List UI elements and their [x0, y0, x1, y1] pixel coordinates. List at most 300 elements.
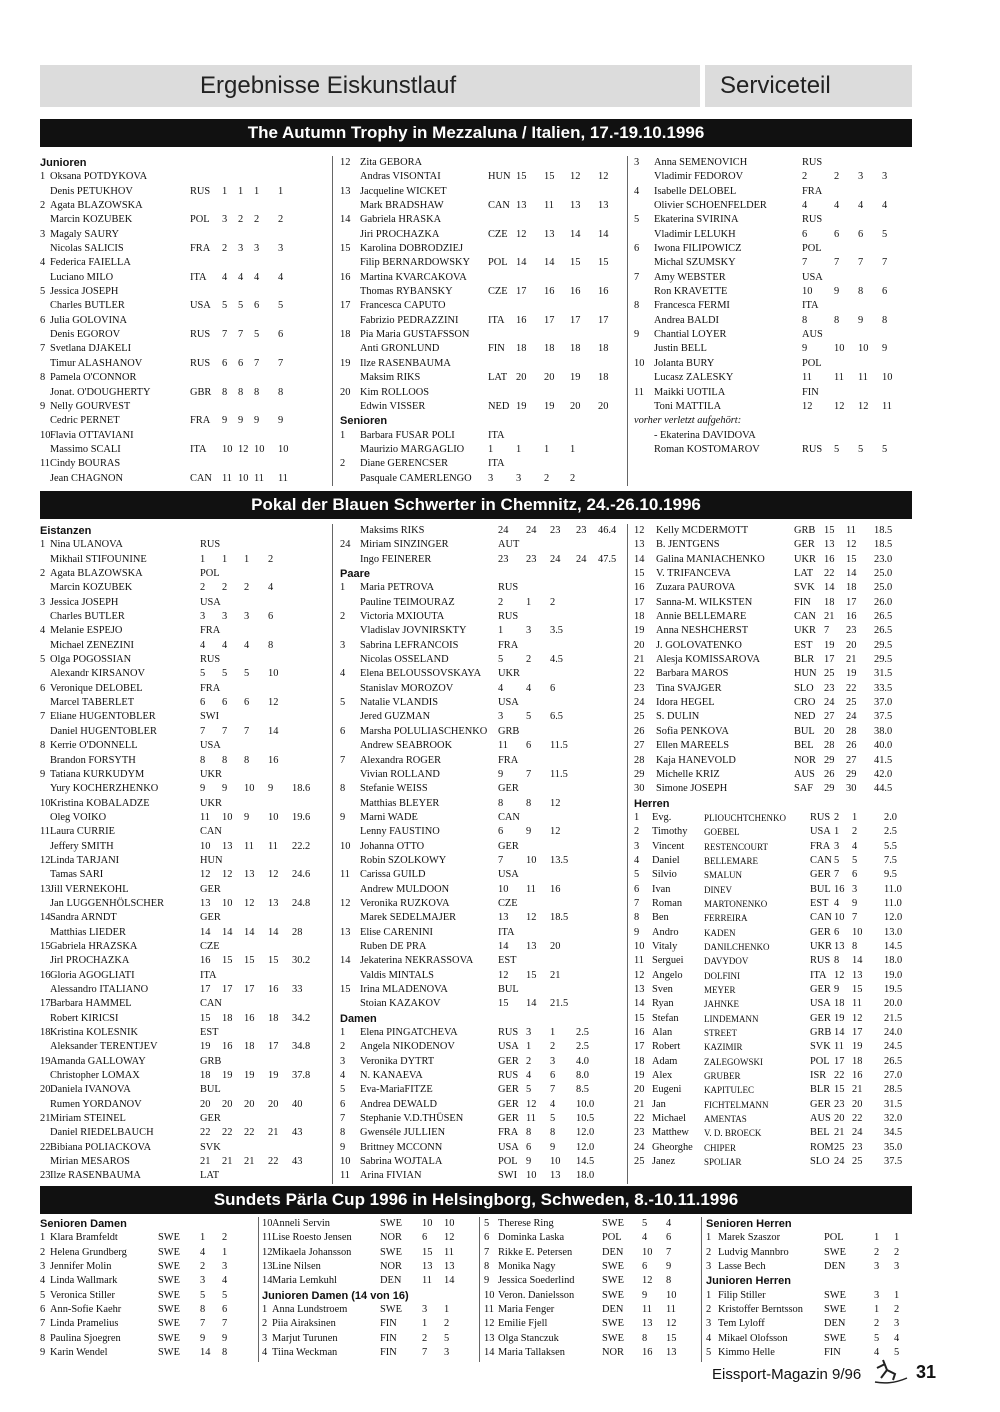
result-cell: 24	[526, 525, 537, 536]
result-cell: 26	[824, 768, 835, 780]
result-row	[340, 1126, 625, 1140]
placement: 23	[634, 1127, 645, 1139]
result-cell: 13	[824, 539, 835, 551]
result-cell: 9	[852, 897, 858, 909]
result-cell: 12	[550, 797, 561, 809]
result-cell: 13	[268, 897, 279, 909]
result-cell: 5	[858, 443, 864, 455]
result-row	[40, 825, 330, 839]
result-cell: 2	[874, 1246, 880, 1258]
skater-name: Kim ROLLOOS	[360, 386, 429, 398]
sundets-parla-column-3	[484, 1217, 699, 1360]
result-row	[40, 954, 330, 968]
result-cell: GRB	[794, 525, 816, 536]
result-cell: ITA	[190, 271, 207, 283]
result-cell: 5	[244, 668, 250, 680]
skater-name: Jan	[652, 1098, 666, 1110]
result-cell: GER	[498, 840, 519, 852]
result-cell: 4	[882, 200, 888, 212]
result-cell: 23	[576, 525, 587, 536]
result-cell: POL	[802, 357, 822, 369]
placement: 6	[340, 1098, 346, 1110]
result-cell: 2	[444, 1318, 450, 1330]
result-cell: 1	[422, 1318, 428, 1330]
skater-name: Stoian KAZAKOV	[360, 998, 441, 1010]
result-cell: 3	[238, 243, 244, 255]
result-cell: 4	[278, 271, 284, 283]
result-cell: 10	[268, 668, 279, 680]
skater-name: Andras VISONTAI	[360, 171, 441, 183]
category-heading-label: Junioren Damen (14 von 16)	[262, 1289, 409, 1302]
result-cell: 3	[278, 243, 284, 255]
skater-name: Jonat. O'DOUGHERTY	[50, 386, 151, 398]
skater-name: Jessica Soederlind	[498, 1275, 575, 1287]
result-cell: MEYER	[704, 985, 736, 995]
skater-name: Gabriela HRASKA	[360, 214, 442, 226]
result-cell: 6	[526, 1141, 532, 1153]
skater-name: Filip BERNARDOWSKY	[360, 257, 470, 269]
result-cell: 12	[570, 171, 581, 183]
result-cell: SWE	[602, 1261, 624, 1273]
result-cell: EST	[794, 639, 813, 651]
result-row	[634, 897, 909, 911]
result-cell: 5	[874, 1332, 880, 1344]
result-cell: 18	[244, 1041, 255, 1053]
skater-name: Ryan	[652, 998, 674, 1010]
result-cell: SLO	[794, 682, 814, 694]
result-row	[634, 1126, 909, 1140]
result-row	[40, 256, 330, 270]
result-cell: 16	[846, 611, 857, 623]
skater-name: Tiina Weckman	[272, 1347, 338, 1359]
result-row	[634, 1098, 909, 1112]
result-cell: 11	[544, 200, 555, 212]
result-cell: 2	[852, 826, 858, 838]
result-row	[40, 997, 330, 1011]
placement: 24	[634, 697, 645, 709]
event-title-autumn-trophy: The Autumn Trophy in Mezzaluna / Italien, 17.-19.10.1996	[40, 119, 912, 147]
result-cell: 6	[244, 697, 250, 709]
column-divider	[332, 156, 333, 486]
result-cell: USA	[498, 869, 519, 881]
result-cell: 4	[268, 582, 274, 594]
result-cell: DEN	[824, 1261, 846, 1273]
result-cell: 16	[824, 553, 835, 565]
result-cell: 16	[852, 1070, 863, 1082]
result-cell: 5	[852, 854, 858, 866]
skater-name: Maksim RIKS	[360, 372, 421, 384]
category-heading	[40, 1217, 255, 1231]
result-cell: 15	[200, 1012, 211, 1024]
result-row	[40, 883, 330, 897]
result-cell: 1	[526, 596, 532, 608]
result-cell: 25	[824, 668, 835, 680]
result-row	[484, 1332, 699, 1346]
result-cell: 9	[882, 343, 888, 355]
placement: 9	[340, 811, 346, 823]
placement: 4	[262, 1347, 268, 1359]
result-cell: FIN	[380, 1332, 397, 1344]
skater-name: Eva-MariaFITZE	[360, 1084, 433, 1096]
placement: 8	[340, 783, 346, 795]
result-cell: ITA	[498, 926, 515, 938]
result-cell: BEL	[794, 740, 814, 752]
result-cell: 11	[498, 740, 509, 752]
placement: 16	[340, 271, 351, 283]
result-cell: 17	[846, 596, 857, 608]
skater-name: Ilze RASENBAUMA	[360, 357, 451, 369]
placement: 20	[634, 639, 645, 651]
result-cell: 30	[846, 783, 857, 795]
placement: 8	[40, 1332, 46, 1344]
result-cell: 8	[526, 1127, 532, 1139]
result-cell: 14	[268, 926, 279, 938]
result-cell: GER	[200, 912, 221, 924]
result-cell: FRA	[190, 415, 211, 427]
blauen-schwerter-column-3	[634, 524, 909, 1169]
result-cell: 10	[526, 854, 537, 866]
result-cell: 5	[278, 300, 284, 312]
skater-name: Toni MATTILA	[654, 400, 722, 412]
result-row	[484, 1303, 699, 1317]
result-cell: 17	[200, 984, 211, 995]
result-cell: 17	[544, 314, 555, 326]
result-cell: 16	[222, 1041, 233, 1053]
result-cell: 12	[222, 869, 233, 881]
result-cell: 12	[526, 912, 537, 924]
result-cell: BEL	[810, 1127, 830, 1139]
result-row	[484, 1217, 699, 1231]
placement: 13	[340, 926, 351, 938]
placement: 2	[40, 568, 46, 580]
event-title-sundets-parla: Sundets Pärla Cup 1996 in Helsingborg, Schweden, 8.-10.11.1996	[40, 1186, 912, 1214]
placement: 9	[340, 1141, 346, 1153]
skater-name: Jean CHAGNON	[50, 472, 124, 484]
column-divider	[332, 524, 333, 1184]
page-title: Ergebnisse Eiskunstlauf	[200, 72, 457, 99]
result-row	[634, 1155, 909, 1169]
result-row	[340, 797, 625, 811]
result-row	[40, 710, 330, 724]
result-cell: 12	[846, 539, 857, 551]
placement: 14	[262, 1275, 273, 1287]
result-cell: 8	[526, 797, 532, 809]
result-cell: EST	[200, 1027, 219, 1039]
result-cell: 40.0	[874, 740, 893, 752]
result-cell: 6	[550, 682, 556, 694]
placement: 11	[40, 826, 51, 838]
result-cell: GRB	[498, 725, 520, 737]
result-cell: 44.5	[874, 783, 893, 795]
result-cell: 6	[834, 926, 840, 938]
skater-name: Stanislav MOROZOV	[360, 682, 454, 694]
result-row	[40, 170, 330, 184]
result-cell: 18.5	[550, 912, 569, 924]
result-cell: 9.5	[884, 869, 897, 881]
skater-name: Oleg VOIKO	[50, 811, 107, 823]
skater-name: Nicolas OSSELAND	[360, 654, 449, 666]
result-row	[40, 271, 330, 285]
result-cell: SWE	[824, 1332, 846, 1344]
result-cell: 47.5	[598, 553, 617, 565]
result-cell: 11.5	[550, 768, 568, 780]
result-cell: RUS	[190, 185, 211, 197]
skater-name: Cedric PERNET	[50, 415, 120, 427]
result-cell: 1	[238, 185, 244, 197]
result-cell: USA	[498, 1041, 519, 1053]
result-cell: 10	[222, 811, 233, 823]
result-cell: 6	[254, 300, 260, 312]
result-row	[340, 926, 625, 940]
skater-name: Amy WEBSTER	[654, 271, 726, 283]
result-cell: 14	[498, 940, 509, 952]
result-cell: NOR	[794, 754, 816, 766]
skater-name: Ben	[652, 912, 669, 924]
result-cell: AUS	[802, 329, 823, 341]
result-row	[340, 983, 625, 997]
result-cell: 20	[200, 1098, 211, 1110]
skater-name: Ilze RASENBAUMA	[50, 1170, 141, 1182]
result-cell: 24.8	[292, 897, 311, 909]
result-cell: 16	[834, 883, 845, 895]
result-cell: 22	[846, 682, 857, 694]
result-cell: 1	[222, 553, 228, 565]
result-cell: JAHNKE	[704, 999, 739, 1010]
result-cell: 11	[846, 525, 857, 536]
result-cell: BUL	[498, 984, 519, 995]
result-row	[634, 983, 909, 997]
result-row	[340, 639, 625, 653]
result-cell: 3	[894, 1261, 900, 1273]
skater-name: Svetlana DJAKELI	[50, 343, 132, 355]
skater-name: Chantial LOYER	[654, 329, 727, 341]
result-row	[262, 1303, 477, 1317]
result-row	[40, 897, 330, 911]
result-cell: 21	[222, 1156, 233, 1168]
placement: 17	[340, 300, 351, 312]
result-cell: 10	[244, 783, 255, 795]
result-row	[634, 739, 909, 753]
skater-name: Anti GRONLUND	[360, 343, 440, 355]
result-row	[340, 954, 625, 968]
result-row	[340, 156, 625, 170]
placement: 13	[340, 185, 351, 197]
result-cell: 8	[200, 754, 206, 766]
result-cell: 2	[222, 243, 228, 255]
result-row	[634, 997, 909, 1011]
result-cell: 3	[200, 1275, 206, 1287]
result-cell: 22	[222, 1127, 233, 1139]
skater-name: Yury KOCHERZHENKO	[50, 783, 159, 795]
skater-name: Sven	[652, 984, 673, 995]
result-cell: 16	[516, 314, 527, 326]
skater-name: Adam	[652, 1055, 678, 1067]
result-cell: 14	[834, 1027, 845, 1039]
result-cell: 6	[858, 228, 864, 240]
result-row	[40, 1069, 330, 1083]
result-cell: 2	[570, 472, 576, 484]
skater-name: Olga Stanczuk	[498, 1332, 559, 1344]
skater-name: Monika Nagy	[498, 1261, 556, 1273]
result-cell: CZE	[488, 228, 508, 240]
result-cell: 5	[222, 668, 228, 680]
placement: 17	[634, 596, 645, 608]
result-row	[634, 328, 909, 342]
result-cell: AMENTAS	[704, 1114, 747, 1125]
skater-name: V. TRIFANCEVA	[656, 568, 731, 580]
skater-name: Andrew SEABROOK	[360, 740, 453, 752]
result-cell: 6	[222, 357, 228, 369]
result-row	[40, 624, 330, 638]
result-cell: 8	[666, 1275, 672, 1287]
placement: 10	[634, 940, 645, 952]
note	[634, 414, 909, 428]
result-cell: 9	[254, 415, 260, 427]
skater-name: Roman KOSTOMAROV	[654, 443, 760, 455]
skater-name: Veronika RUZKOVA	[360, 897, 450, 909]
result-cell: 24	[498, 525, 509, 536]
skater-name: Lenny FAUSTINO	[360, 826, 440, 838]
result-cell: 26.5	[884, 1055, 903, 1067]
result-cell: 21	[550, 969, 561, 981]
skater-name: Agata BLAZOWSKA	[50, 568, 143, 580]
skater-name: Veron. Danielsson	[498, 1289, 575, 1301]
result-cell: 6	[882, 286, 888, 298]
placement: 4	[40, 257, 46, 269]
skater-name: Elena PINGATCHEVA	[360, 1027, 458, 1039]
skater-name: Pasquale CAMERLENGO	[360, 472, 472, 484]
result-cell: FRA	[810, 840, 831, 852]
result-cell: 2	[894, 1246, 900, 1258]
result-row	[634, 1055, 909, 1069]
placement: 1	[40, 171, 46, 183]
result-row	[340, 696, 625, 710]
result-cell: POL	[498, 1156, 518, 1168]
placement: 1	[340, 582, 346, 594]
result-cell: 25	[852, 1156, 863, 1168]
result-cell: 14	[846, 568, 857, 580]
result-cell: UKR	[810, 940, 832, 952]
result-row	[634, 299, 909, 313]
category-heading-label: Senioren Herren	[706, 1218, 792, 1230]
result-cell: 23.0	[874, 553, 893, 565]
skater-logo-icon	[873, 1358, 909, 1384]
result-cell: 19	[516, 400, 527, 412]
result-cell: 3	[222, 214, 228, 226]
result-row	[40, 581, 330, 595]
placement: 14	[634, 553, 645, 565]
result-cell: 12	[516, 228, 527, 240]
result-cell: 32.0	[884, 1113, 903, 1125]
skater-name: Laura CURRIE	[50, 826, 115, 838]
placement: 20	[634, 1084, 645, 1096]
result-cell: 27	[846, 754, 857, 766]
result-cell: 12.0	[576, 1141, 595, 1153]
category-heading	[340, 567, 625, 581]
placement: 14	[40, 912, 51, 924]
result-cell: 20	[824, 725, 835, 737]
category-heading	[340, 414, 625, 428]
result-row	[40, 854, 330, 868]
skater-name: Marek Szaszor	[718, 1232, 781, 1244]
placement: 19	[340, 357, 351, 369]
result-cell: 14.5	[576, 1156, 595, 1168]
result-row	[634, 667, 909, 681]
result-cell: 11.0	[884, 883, 902, 895]
skater-name: Timothy	[652, 826, 688, 838]
result-row	[40, 911, 330, 925]
result-row	[40, 414, 330, 428]
result-cell: 29.5	[874, 654, 893, 666]
placement: 19	[634, 625, 645, 637]
result-cell: 11	[200, 811, 211, 823]
skater-name: Christopher LOMAX	[50, 1070, 140, 1082]
result-cell: 25.0	[874, 568, 893, 580]
result-row	[340, 271, 625, 285]
skater-name: Julia GOLOVINA	[50, 314, 128, 326]
placement: 5	[40, 1289, 46, 1301]
placement: 11	[262, 1232, 273, 1244]
skater-name: Marek SEDELMAJER	[360, 912, 457, 924]
result-cell: 18.6	[292, 783, 311, 795]
result-cell: 2	[222, 582, 228, 594]
result-cell: 19	[244, 1070, 255, 1082]
result-cell: 3	[550, 1055, 556, 1067]
result-cell: 22	[852, 1113, 863, 1125]
result-cell: 22.2	[292, 840, 311, 852]
result-cell: SVK	[810, 1041, 831, 1053]
result-cell: 30.2	[292, 955, 311, 967]
result-cell: 4	[200, 1246, 206, 1258]
result-row	[634, 1141, 909, 1155]
result-cell: 6	[666, 1232, 672, 1244]
result-cell: 24.6	[292, 869, 311, 881]
blauen-schwerter-column-2	[340, 524, 625, 1184]
skater-name: Tatiana KURKUDYM	[50, 768, 145, 780]
result-cell: 11	[666, 1304, 677, 1316]
result-cell: FRA	[802, 185, 823, 197]
result-row	[634, 825, 909, 839]
result-row	[484, 1231, 699, 1245]
result-cell: 9	[268, 783, 274, 795]
result-row	[40, 443, 330, 457]
placement: 13	[484, 1332, 495, 1344]
placement: 15	[340, 984, 351, 995]
skater-name: Andrew MULDOON	[360, 883, 450, 895]
placement: 7	[634, 271, 640, 283]
result-row	[634, 725, 909, 739]
skater-name: Evg.	[652, 811, 672, 823]
skater-name: Elise CARENINI	[360, 926, 434, 938]
result-cell: 14	[444, 1275, 455, 1287]
result-row	[340, 682, 625, 696]
placement: 8	[484, 1261, 490, 1273]
skater-name: Vladislav JOVNIRSKTY	[360, 625, 467, 637]
result-cell: POL	[810, 1055, 830, 1067]
result-cell: GER	[810, 926, 831, 938]
result-row	[40, 696, 330, 710]
result-cell: 2	[526, 654, 532, 666]
placement: 10	[634, 357, 645, 369]
result-row	[262, 1317, 477, 1331]
result-row	[40, 1332, 255, 1346]
placement: 15	[634, 568, 645, 580]
result-cell: 12.0	[884, 912, 903, 924]
result-cell: 19	[846, 668, 857, 680]
result-row	[40, 754, 330, 768]
result-row	[634, 271, 909, 285]
skater-name: Federica FAIELLA	[50, 257, 131, 269]
